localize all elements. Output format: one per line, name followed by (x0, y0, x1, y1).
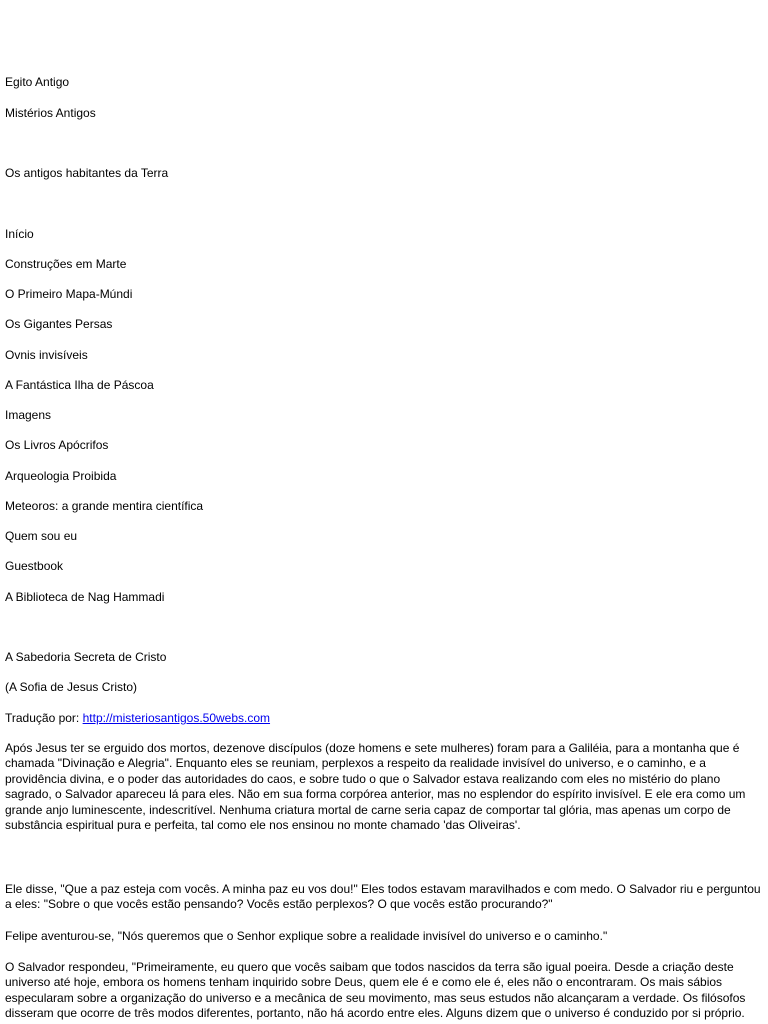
article-paragraph-4: O Salvador respondeu, "Primeiramente, eu quero que vocês saibam que todos nascidos da terra são igual poeira. Desde a criação deste universo até hoje, embora os homens tenham inquirido sobre Deus, quem ele é e como ele é, eles não o encontraram. Os mais sábios especularam sobre a organização do universo e a mecânica de seu movimento, mas seus estudos não alcançaram a verdade. Os filósofos disseram que ocorre de três modos diferentes, portanto, não há acordo entre eles. Alguns dizem que o universo é conduzido por si próprio. (5, 960, 746, 1021)
nav-item-quem-sou-eu[interactable]: Quem sou eu (5, 529, 78, 543)
nav-item-gigantes-persas[interactable]: Os Gigantes Persas (5, 317, 113, 331)
translation-link[interactable]: http://misteriosantigos.50webs.com (82, 711, 271, 725)
site-tagline: Os antigos habitantes da Terra (5, 166, 169, 180)
translation-label: Tradução por: (5, 711, 83, 725)
nav-item-nag-hammadi[interactable]: A Biblioteca de Nag Hammadi (5, 590, 165, 604)
article-paragraph-2: Ele disse, "Que a paz esteja com vocês. A minha paz eu vos dou!" Eles todos estavam maravilhados e com medo. O Salvador riu e perguntou a eles: "Sobre o que vocês estão pensando? Vocês estão perplexos? O que vocês estão procurando?" (5, 882, 761, 912)
nav-item-inicio[interactable]: Início (5, 227, 34, 241)
nav-item-primeiro-mapa-mundi[interactable]: O Primeiro Mapa-Múndi (5, 287, 133, 301)
nav-item-arqueologia-proibida[interactable]: Arqueologia Proibida (5, 469, 117, 483)
nav-item-livros-apocrifos[interactable]: Os Livros Apócrifos (5, 438, 109, 452)
site-title: Egito Antigo (5, 75, 70, 89)
nav-item-ovnis-invisiveis[interactable]: Ovnis invisíveis (5, 348, 88, 362)
article-subtitle: (A Sofia de Jesus Cristo) (5, 680, 138, 694)
nav-item-meteoros[interactable]: Meteoros: a grande mentira científica (5, 499, 204, 513)
nav-item-ilha-de-pascoa[interactable]: A Fantástica Ilha de Páscoa (5, 378, 154, 392)
nav-item-construcoes-em-marte[interactable]: Construções em Marte (5, 257, 127, 271)
nav-item-guestbook[interactable]: Guestbook (5, 559, 64, 573)
article-title: A Sabedoria Secreta de Cristo (5, 650, 167, 664)
site-subtitle: Mistérios Antigos (5, 106, 96, 120)
nav-item-imagens[interactable]: Imagens (5, 408, 52, 422)
translation-credit (5, 711, 270, 726)
article-paragraph-3: Felipe aventurou-se, "Nós queremos que o Senhor explique sobre a realidade invisível do universo e o caminho." (5, 929, 608, 943)
article-paragraph-1: Após Jesus ter se erguido dos mortos, dezenove discípulos (doze homens e sete mulheres) foram para a Galiléia, para a montanha que é chamada "Divinação e Alegria". Enquanto eles se reuniam, perplexos a respeito da realidade invisível do universo, e o caminho, e a providência divina, e o poder das autoridades do caos, e sobre tudo o que o Salvador estava realizando com eles no mistério do plano sagrado, o Salvador apareceu lá para eles. Não em sua forma corpórea anterior, mas no esplendor do espírito invisível. E ele era como um grande anjo luminescente, indescritível. Nenhuma criatura mortal de carne seria capaz de comportar tal glória, mas apenas um corpo de substância espiritual pura e perfeita, tal como ele nos ensinou no monte chamado 'das Oliveiras'. (5, 741, 746, 833)
